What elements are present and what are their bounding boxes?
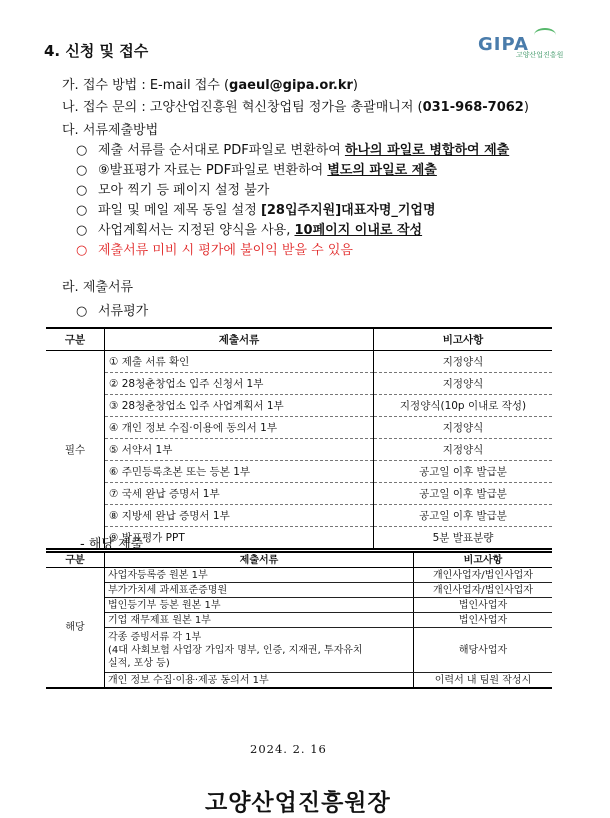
method-item-4 <box>76 199 436 218</box>
document-name: ⑤ 서약서 1부 <box>105 439 374 461</box>
bullet-circle: ○ <box>76 183 88 198</box>
document-remark: 법인사업자 <box>414 613 553 628</box>
document-remark: 지정양식 <box>374 439 553 461</box>
conditional-caption: - 해당 제출 <box>80 537 144 552</box>
document-remark: 개인사업자/법인사업자 <box>414 568 553 583</box>
document-remark: 공고일 이후 발급분 <box>374 461 553 483</box>
table-header-row <box>46 328 552 351</box>
document-remark: 지정양식 <box>374 351 553 373</box>
table-row <box>46 613 552 628</box>
method-item-1 <box>76 139 509 158</box>
method-item-2 <box>76 159 437 178</box>
documents-subtitle <box>76 300 148 319</box>
document-remark: 개인사업자/법인사업자 <box>414 583 553 598</box>
inquiry-prefix: 나. 접수 문의 : 고양산업진흥원 혁신창업팀 정가을 총괄매니저 ( <box>62 100 423 115</box>
document-remark: 이력서 내 팀원 작성시 <box>414 673 553 689</box>
document-remark: 법인사업자 <box>414 598 553 613</box>
group-conditional: 해당 <box>46 568 105 689</box>
table-row <box>46 351 552 373</box>
table-row <box>46 395 552 417</box>
documents-title: 라. 제출서류 <box>62 280 134 295</box>
document-name: ② 28청춘창업소 입주 신청서 1부 <box>105 373 374 395</box>
document-name: ⑨ 발표평가 PPT <box>109 532 185 544</box>
apply-method-line <box>62 74 358 93</box>
method-item-6-warning <box>76 239 353 258</box>
document-name: ⑦ 국세 완납 증명서 1부 <box>105 483 374 505</box>
document-name: ⑥ 주민등록초본 또는 등본 1부 <box>105 461 374 483</box>
logo-subtext: 고양산업진흥원 <box>516 51 564 59</box>
method-item-5 <box>76 219 422 238</box>
document-remark: 공고일 이후 발급분 <box>374 505 553 527</box>
table-row <box>46 583 552 598</box>
bullet-circle: ○ <box>76 243 88 258</box>
document-name: 기업 재무제표 원본 1부 <box>105 613 414 628</box>
header-category: 구분 <box>46 328 105 351</box>
document-remark: 해당사업자 <box>414 628 553 673</box>
logo-text: GIPA <box>478 34 529 55</box>
document-name: 부가가치세 과세표준증명원 <box>105 583 414 598</box>
bullet-circle: ○ <box>76 143 88 158</box>
conditional-documents-table <box>46 551 552 689</box>
method-text: 파일 및 메일 제목 동일 설정 <box>98 203 261 218</box>
apply-method-prefix: 가. 접수 방법 : E-mail 접수 ( <box>62 78 230 93</box>
table-row <box>46 598 552 613</box>
document-remark: 5분 발표분량 <box>374 527 553 550</box>
document-name: ④ 개인 정보 수집·이용에 동의서 1부 <box>105 417 374 439</box>
inquiry-line <box>62 96 529 115</box>
table-row <box>46 461 552 483</box>
document-remark: 지정양식 <box>374 373 553 395</box>
apply-method-suffix: ) <box>352 78 358 93</box>
table-row <box>46 568 552 583</box>
document-name: 각종 증빙서류 각 1부 (4대 사회보험 사업장 가입자 명부, 인증, 지재권, 투자유치 실적, 포상 등) <box>105 628 414 673</box>
section-title: 4. 신청 및 접수 <box>44 42 149 60</box>
document-name: 개인 정보 수집·이용·제공 동의서 1부 <box>108 674 269 686</box>
bullet-circle: ○ <box>76 223 88 238</box>
issue-date: 2024. 2. 16 <box>250 742 327 756</box>
table-row <box>46 417 552 439</box>
table-row <box>46 439 552 461</box>
method-text: 사업계획서는 지정된 양식을 사용, <box>98 223 295 238</box>
method-text: ⑨발표평가 자료는 PDF파일로 변환하여 <box>98 163 328 178</box>
required-documents-table <box>46 327 552 550</box>
document-name: ⑧ 지방세 완납 증명서 1부 <box>105 505 374 527</box>
table-row <box>46 373 552 395</box>
document-name: ① 제출 서류 확인 <box>105 351 374 373</box>
inquiry-phone: 031-968-7062 <box>422 100 524 115</box>
signature: 고양산업진흥원장 <box>205 789 391 816</box>
method-text: 제출 서류를 순서대로 PDF파일로 변환하여 <box>98 143 345 158</box>
table-row <box>46 505 552 527</box>
bullet-circle: ○ <box>76 163 88 178</box>
table-row <box>46 483 552 505</box>
method-emphasis: 10페이지 이내로 작성 <box>294 223 423 238</box>
method-text: 제출서류 미비 시 평가에 불이익 받을 수 있음 <box>98 243 353 258</box>
apply-email[interactable]: gaeul@gipa.or.kr <box>229 78 353 93</box>
inquiry-suffix: ) <box>523 100 529 115</box>
bullet-circle: ○ <box>76 203 88 218</box>
document-name: 법인등기부 등본 원본 1부 <box>105 598 414 613</box>
header-category: 구분 <box>46 552 105 568</box>
group-required: 필수 <box>46 351 105 550</box>
table-header-row <box>46 552 552 568</box>
method-item-3 <box>76 179 269 198</box>
method-emphasis: 하나의 파일로 병합하여 제출 <box>344 143 510 158</box>
document-name: 사업자등록증 원본 1부 <box>105 568 414 583</box>
bullet-circle: ○ <box>76 304 88 319</box>
header-remarks: 비고사항 <box>374 328 553 351</box>
logo-arc-graphic <box>534 28 556 42</box>
document-name: ③ 28청춘창업소 입주 사업계획서 1부 <box>105 395 374 417</box>
documents-subtitle-text: 서류평가 <box>98 304 149 319</box>
table-row <box>46 628 552 673</box>
submit-method-title: 다. 서류제출방법 <box>62 123 159 138</box>
method-emphasis: 별도의 파일로 제출 <box>327 163 437 178</box>
method-text: 모아 찍기 등 페이지 설정 불가 <box>98 183 270 198</box>
document-remark: 지정양식(10p 이내로 작성) <box>374 395 553 417</box>
header-documents: 제출서류 <box>105 328 374 351</box>
document-remark: 공고일 이후 발급분 <box>374 483 553 505</box>
table-row <box>46 673 552 689</box>
document-remark: 지정양식 <box>374 417 553 439</box>
gipa-logo <box>478 34 568 60</box>
method-bold: [28입주지원]대표자명_기업명 <box>260 203 436 218</box>
header-remarks: 비고사항 <box>414 552 553 568</box>
header-documents: 제출서류 <box>105 552 414 568</box>
